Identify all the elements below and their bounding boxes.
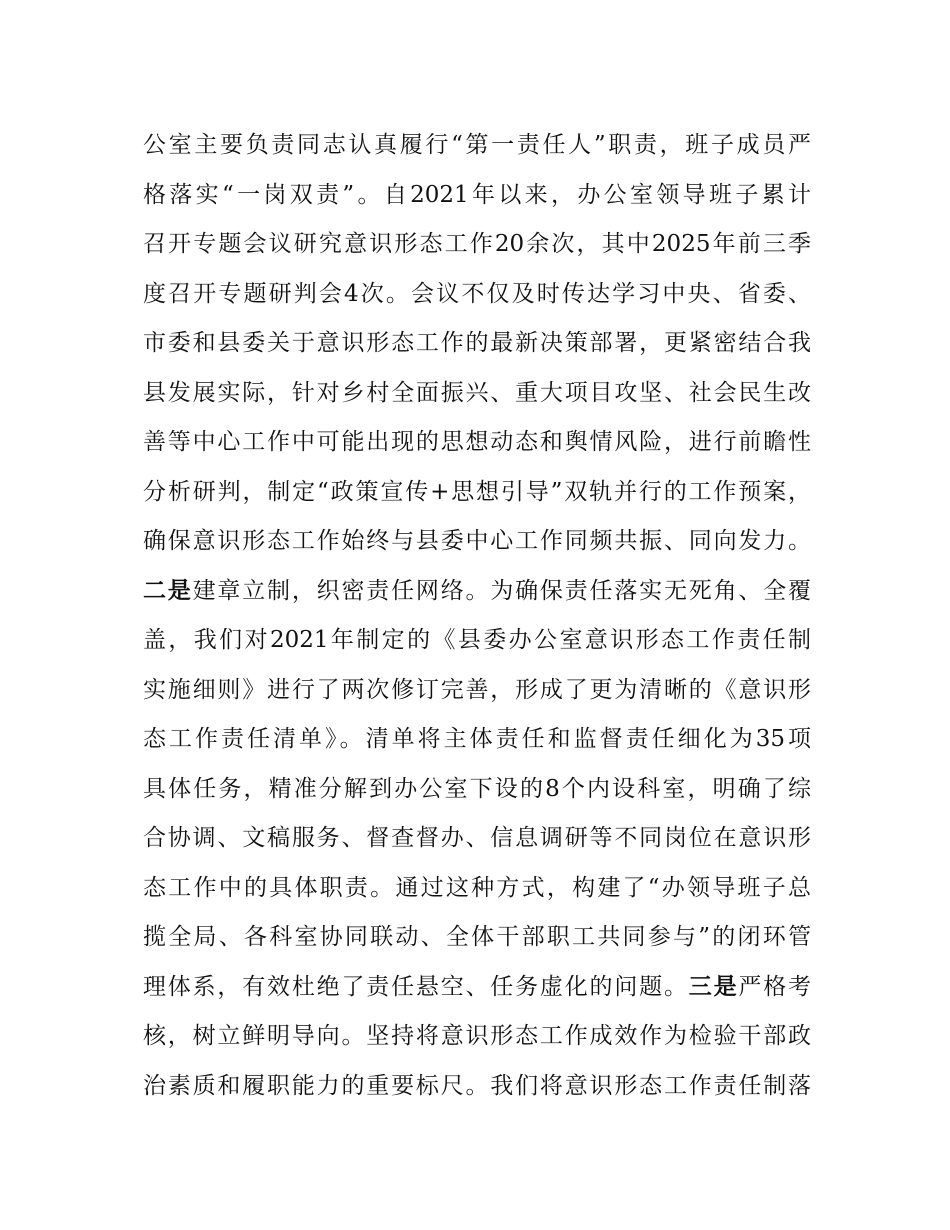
text-line: [143, 768, 811, 818]
line-text: 公室主要负责同志认真履行“第一责任人”职责，班子成员严: [143, 132, 811, 158]
line-text: 理体系，有效杜绝了责任悬空、任务虚化的问题。: [143, 973, 689, 1000]
text-line: [143, 124, 811, 174]
line-text: 召开专题会议研究意识形态工作20余次，其中2025年前三季: [143, 231, 811, 257]
line-text: 揽全局、各科室协同联动、全体干部职工共同参与”的闭环管: [143, 924, 811, 950]
text-line: [143, 1015, 811, 1065]
line-text: 度召开专题研判会4次。会议不仅及时传达学习中央、省委、: [143, 280, 811, 307]
text-line: [143, 223, 811, 273]
line-text: 善等中心工作中可能出现的思想动态和舆情风险，进行前瞻性: [143, 429, 811, 455]
text-line: [143, 372, 811, 422]
line-text: 确保意识形态工作始终与县委中心工作同频共振、同向发力。: [143, 528, 811, 554]
line-text: 县发展实际，针对乡村全面振兴、重大项目攻坚、社会民生改: [143, 379, 811, 406]
text-line: [143, 174, 811, 224]
text-line: [143, 1065, 811, 1115]
line-text: 具体任务，精准分解到办公室下设的8个内设科室，明确了综: [143, 775, 811, 802]
line-text: 市委和县委关于意识形态工作的最新决策部署，更紧密结合我: [143, 330, 811, 356]
text-line: [143, 669, 811, 719]
text-line: [143, 619, 811, 669]
text-line: [143, 273, 811, 323]
text-line: [143, 817, 811, 867]
line-text: 治素质和履职能力的重要标尺。我们将意识形态工作责任制落: [143, 1072, 811, 1099]
text-line: [143, 421, 811, 471]
line-text: 态工作责任清单》。清单将主体责任和监督责任细化为35项: [143, 726, 811, 752]
text-line: [143, 718, 811, 768]
text-line: [143, 471, 811, 521]
bold-lead-phrase: 二是: [143, 577, 193, 604]
line-text: 分析研判，制定“政策宣传+思想引导”双轨并行的工作预案，: [143, 478, 811, 505]
line-text: 格落实“一岗双责”。自2021年以来，办公室领导班子累计: [143, 181, 811, 208]
line-text: 实施细则》进行了两次修订完善，形成了更为清晰的《意识形: [143, 676, 811, 703]
line-text: 核，树立鲜明导向。坚持将意识形态工作成效作为检验干部政: [143, 1023, 811, 1049]
text-line: [143, 916, 811, 966]
line-text: 严格考: [738, 973, 811, 1000]
text-line: [143, 570, 811, 620]
text-line: [143, 867, 811, 917]
line-text: 建章立制，织密责任网络。为确保责任落实无死角、全覆: [192, 577, 811, 604]
text-line: [143, 966, 811, 1016]
bold-lead-phrase: 三是: [688, 973, 739, 1000]
line-text: 盖，我们对2021年制定的《县委办公室意识形态工作责任制: [143, 627, 811, 653]
text-line: [143, 322, 811, 372]
line-text: 态工作中的具体职责。通过这种方式，构建了“办领导班子总: [143, 874, 811, 901]
line-text: 合协调、文稿服务、督查督办、信息调研等不同岗位在意识形: [143, 825, 811, 851]
document-body: [143, 124, 811, 1114]
text-line: [143, 520, 811, 570]
